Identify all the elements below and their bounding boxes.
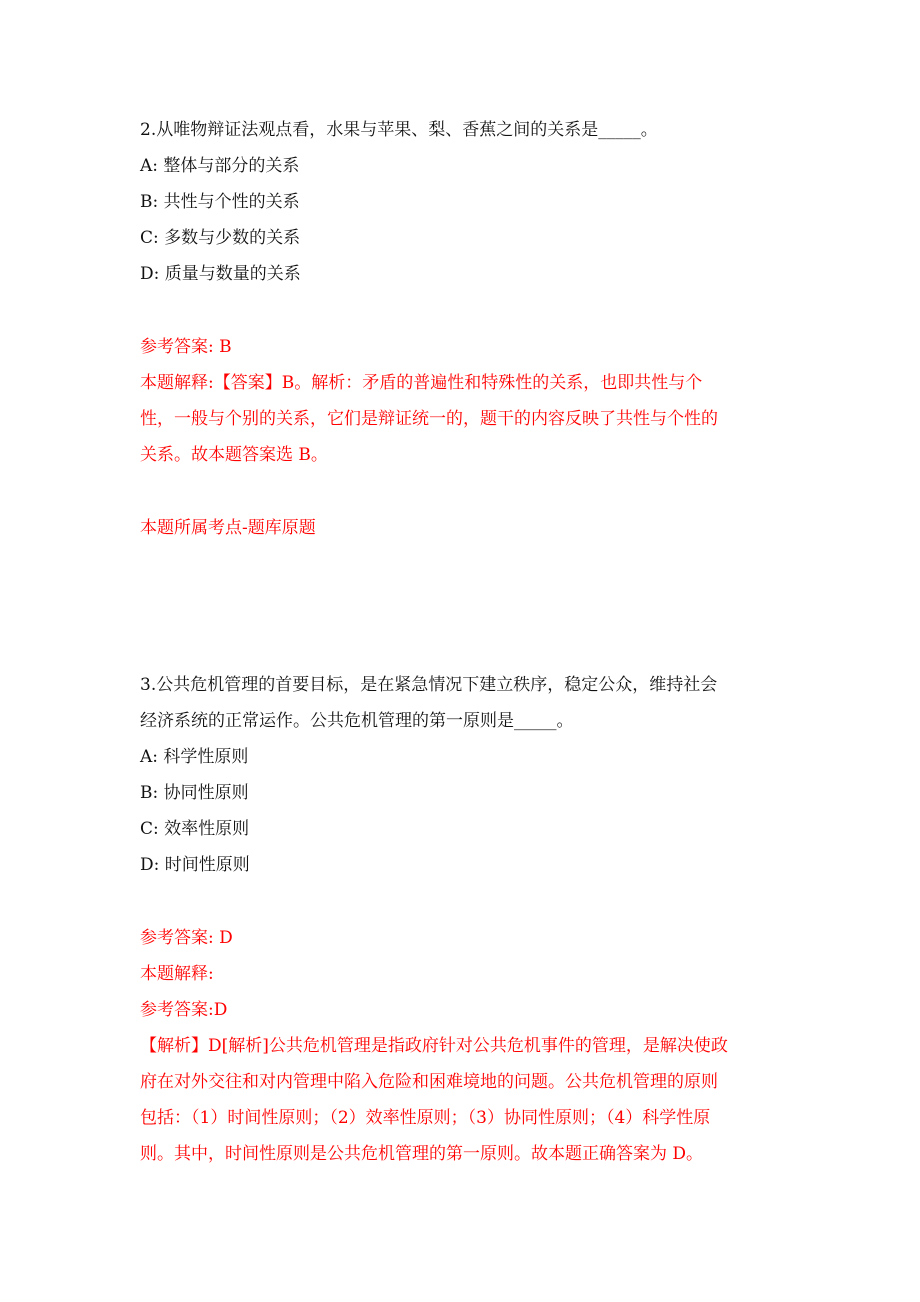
question-3-answer-repeat: 参考答案:D	[140, 1000, 228, 1020]
question-3-analysis-line-4: 则。其中，时间性原则是公共危机管理的第一原则。故本题正确答案为 D。	[140, 1144, 704, 1164]
question-2-option-c: C: 多数与少数的关系	[140, 228, 301, 248]
question-3-explanation-label: 本题解释:	[140, 964, 214, 984]
question-3-analysis-line-1: 【解析】D[解析]公共危机管理是指政府针对公共危机事件的管理，是解决使政	[140, 1036, 728, 1056]
question-2-answer: 参考答案: B	[140, 337, 232, 357]
question-2-stem: 2.从唯物辩证法观点看，水果与苹果、梨、香蕉之间的关系是_____。	[140, 120, 658, 140]
question-3-option-d: D: 时间性原则	[140, 855, 250, 875]
question-2-topic: 本题所属考点-题库原题	[140, 518, 316, 538]
question-2-option-a: A: 整体与部分的关系	[140, 156, 300, 176]
question-2-explanation-line-1: 本题解释:【答案】B。解析：矛盾的普遍性和特殊性的关系，也即共性与个	[140, 373, 703, 393]
question-2-option-d: D: 质量与数量的关系	[140, 264, 301, 284]
question-3-analysis-line-2: 府在对外交往和对内管理中陷入危险和困难境地的问题。公共危机管理的原则	[140, 1072, 718, 1092]
question-2-explanation-line-2: 性，一般与个别的关系，它们是辩证统一的，题干的内容反映了共性与个性的	[140, 409, 718, 429]
question-3-option-b: B: 协同性原则	[140, 783, 249, 803]
question-2-option-b: B: 共性与个性的关系	[140, 192, 300, 212]
question-3-stem-line-2: 经济系统的正常运作。公共危机管理的第一原则是_____。	[140, 711, 574, 731]
question-3-option-a: A: 科学性原则	[140, 747, 249, 767]
question-3-analysis-line-3: 包括：（1）时间性原则；（2）效率性原则；（3）协同性原则；（4）科学性原	[140, 1108, 711, 1128]
question-3-answer: 参考答案: D	[140, 928, 233, 948]
question-2-explanation-line-3: 关系。故本题答案选 B。	[140, 445, 328, 465]
question-3-stem-line-1: 3.公共危机管理的首要目标，是在紧急情况下建立秩序，稳定公众，维持社会	[140, 675, 718, 695]
question-3-option-c: C: 效率性原则	[140, 819, 250, 839]
